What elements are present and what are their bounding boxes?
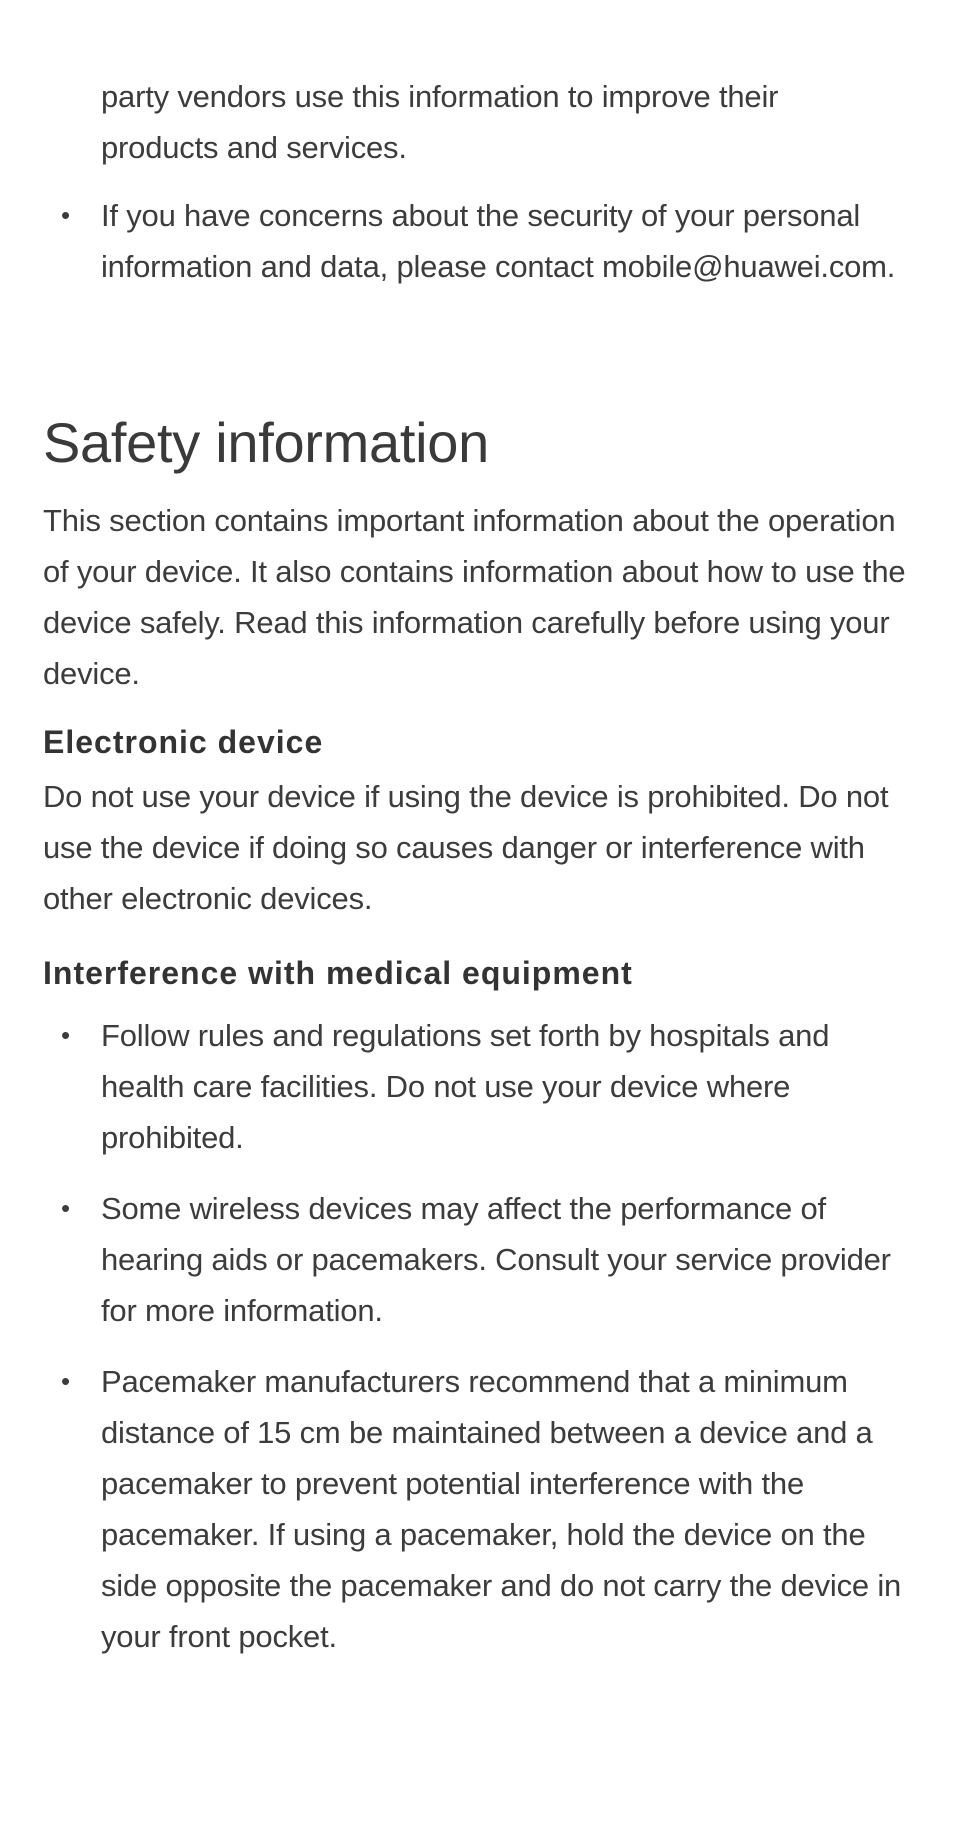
page-title: Safety information [43,411,489,474]
list-item [43,190,913,345]
bullet-icon: • [61,200,71,230]
subheading-electronic-device: Electronic device [43,724,324,760]
intro-paragraph: This section contains important information about the operation of your device. It also contains information about how to use the device safely. Read this information carefully before using your device. [43,503,906,691]
bullet-icon: • [61,1366,71,1396]
list-item [43,1356,913,1666]
electronic-device-paragraph: Do not use your device if using the device is prohibited. Do not use the device if doing so causes danger or interference with other electronic devices. [43,779,889,916]
list-item [43,1183,913,1338]
bullet-icon: • [61,1020,71,1050]
continued-bullet-text [101,71,913,173]
medical-bullet-text: Some wireless devices may affect the performance of hearing aids or pacemakers. Consult your service provider for more information. [101,1191,891,1328]
privacy-contact-text: If you have concerns about the security of your personal information and data, please contact mobile@huawei.com. [101,198,896,284]
bullet-icon: • [61,1193,71,1223]
list-item [43,1010,913,1165]
continued-line-2: products and services. [101,130,407,165]
continued-line-1: party vendors use this information to improve their [101,79,779,114]
medical-bullet-text: Pacemaker manufacturers recommend that a minimum distance of 15 cm be maintained between a device and a pacemaker to prevent potential interference with the pacemaker. If using a pacemaker, hold the device on the side opposite the pacemaker and do not carry the device in your front pocket. [101,1364,902,1654]
subheading-medical-interference: Interference with medical equipment [43,955,633,991]
medical-bullet-text: Follow rules and regulations set forth by hospitals and health care facilities. Do not use your device where prohibited. [101,1018,830,1155]
